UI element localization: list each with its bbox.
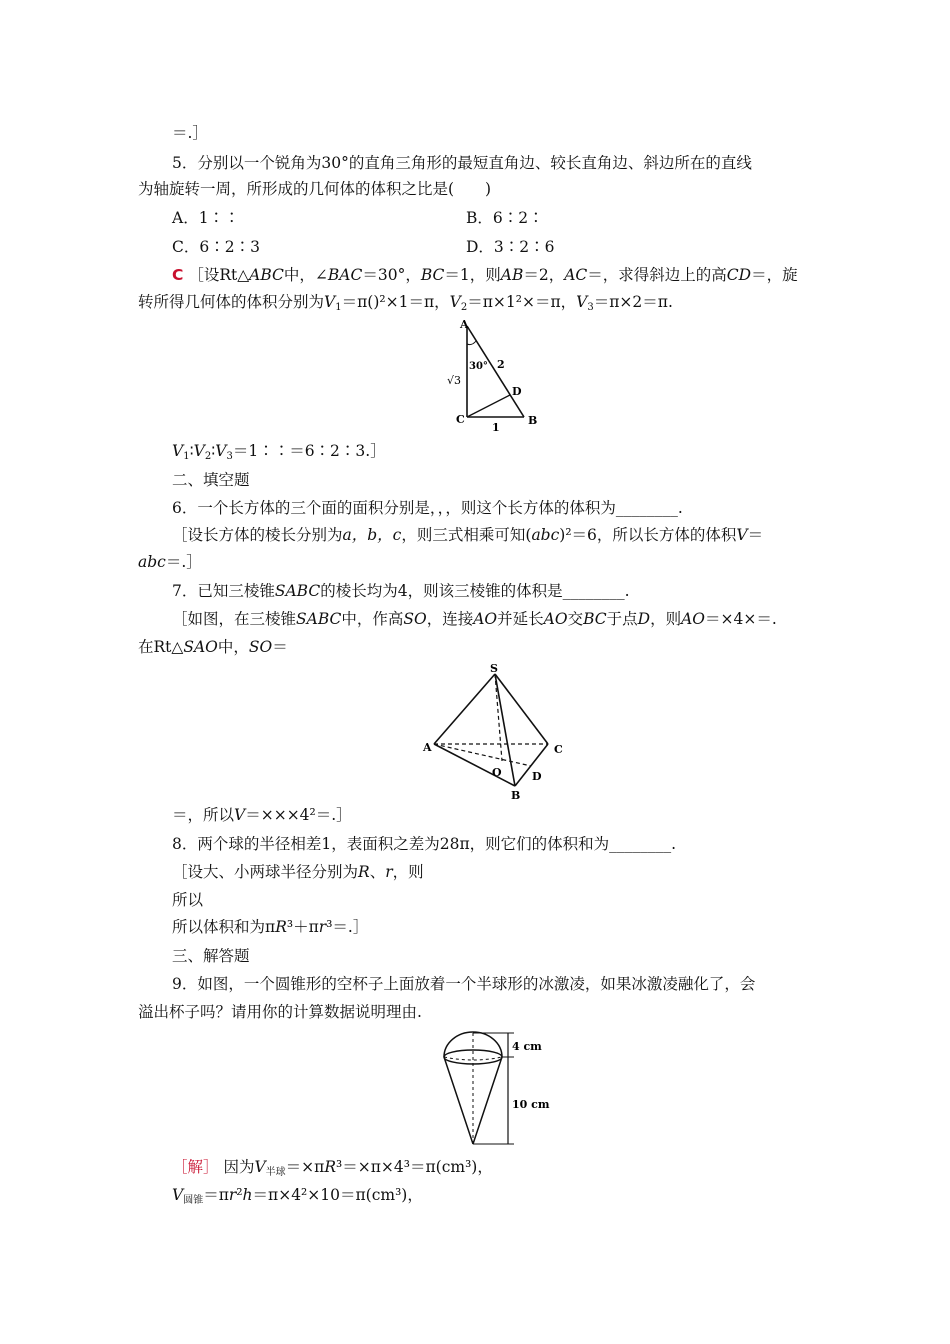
q7-answer-line2 — [138, 636, 288, 658]
text: ³＋π — [286, 918, 319, 936]
q8-answer-line2: 所以 — [172, 891, 204, 909]
label-C: C — [456, 413, 465, 426]
label-B: B — [511, 789, 521, 802]
q7-answer-line1 — [172, 608, 777, 630]
q5-answer-line2 — [138, 291, 673, 319]
text: 半球 — [265, 1167, 286, 1178]
label-hyp: 2 — [497, 358, 505, 371]
text: D — [637, 610, 651, 628]
text: R — [324, 1158, 337, 1176]
q5-stem-line2: 为轴旋转一周，所形成的几何体的体积之比是( ) — [138, 180, 492, 198]
text: abc — [138, 553, 166, 571]
label-C: C — [554, 743, 563, 756]
text: ＝π×2＝π. — [593, 293, 673, 311]
text: 2 — [204, 451, 212, 462]
text: 于点 — [606, 610, 638, 628]
text: ＝，旋 — [751, 266, 798, 284]
text: ＝×××4²＝.］ — [245, 806, 352, 824]
q9-stem-line2: 溢出杯子吗？请用你的计算数据说明理由. — [138, 1003, 422, 1021]
q9-stem-line1: 9．如图，一个圆锥形的空杯子上面放着一个半球形的冰激凌，如果冰激凌融化了，会 — [172, 975, 756, 993]
cone-icecream-figure — [430, 1030, 570, 1150]
text: V — [193, 442, 205, 460]
text: ＝π×4²×10＝π(cm³)， — [252, 1186, 423, 1204]
text: SAO — [183, 638, 218, 656]
q8-answer-line3 — [172, 916, 368, 938]
text: 圆锥 — [183, 1195, 204, 1206]
text: BC — [583, 610, 607, 628]
solution-line1 — [172, 1156, 493, 1184]
text: BAC — [327, 266, 363, 284]
text: ＝ — [272, 638, 288, 656]
text: ＝，求得斜边上的高 — [587, 266, 727, 284]
text: ＝30°， — [362, 266, 421, 284]
text: ＝π()²×1＝π， — [341, 293, 450, 311]
text: ，则三式相乘可知( — [401, 526, 532, 544]
text: ，则 — [650, 610, 682, 628]
q5-option-c: C．6∶2∶3 — [172, 238, 260, 256]
text: 在Rt△ — [138, 638, 184, 656]
text: ＝1∶∶＝6∶2∶3.］ — [232, 442, 386, 460]
text: V — [576, 293, 588, 311]
text: ＝.］ — [165, 553, 202, 571]
text: 所以体积和为π — [172, 918, 276, 936]
text: AO — [543, 610, 568, 628]
q8-stem: 8．两个球的半径相差1，表面积之差为28π，则它们的体积和为________. — [172, 835, 677, 853]
text: ABC — [249, 266, 284, 284]
q6-answer-line2 — [138, 551, 202, 573]
text: 2 — [460, 302, 468, 313]
text: BC — [420, 266, 445, 284]
section-solve-heading: 三、解答题 — [172, 947, 250, 965]
label-base: 1 — [492, 421, 500, 434]
text: ³＝×π×4³＝π(cm³)， — [336, 1158, 493, 1176]
text: ［如图，在三棱锥 — [172, 610, 297, 628]
label-B: B — [528, 414, 538, 427]
q5-stem-line1: 5．分别以一个锐角为30°的直角三角形的最短直角边、较长直角边、斜边所在的直线 — [172, 154, 752, 172]
q6-stem: 6．一个长方体的三个面的面积分别是，，，则这个长方体的体积为________. — [172, 499, 683, 517]
label-O: O — [492, 766, 502, 779]
text: AB — [500, 266, 524, 284]
text: 3 — [587, 302, 594, 313]
tetrahedron-figure — [420, 660, 580, 802]
text: SO — [403, 610, 427, 628]
text: r — [228, 1186, 237, 1204]
label-A: A — [460, 318, 469, 331]
text: ³＝.］ — [326, 918, 369, 936]
text: 中，作高 — [341, 610, 404, 628]
label-D: D — [532, 770, 542, 783]
text: 交 — [567, 610, 584, 628]
text: ，连接 — [426, 610, 474, 628]
label-leg: √3 — [447, 374, 462, 387]
text: ＝1，则 — [444, 266, 501, 284]
text: ＝×4×＝. — [705, 610, 777, 628]
label-cone-height: 10 cm — [512, 1098, 550, 1111]
label-top-height: 4 cm — [512, 1040, 542, 1053]
text: r — [385, 863, 393, 881]
text: AC — [564, 266, 588, 284]
text: V — [736, 526, 748, 544]
text: )²＝6，所以长方体的体积 — [559, 526, 737, 544]
text: 因为 — [223, 1158, 255, 1176]
text: V — [324, 293, 336, 311]
text: abc — [531, 526, 560, 544]
text: V — [449, 293, 461, 311]
text: 转所得几何体的体积分别为 — [138, 293, 325, 311]
q5-answer-line1 — [172, 264, 798, 286]
solution-line2 — [172, 1184, 423, 1212]
text: a，b，c — [342, 526, 402, 544]
text: 7．已知三棱锥 — [172, 582, 275, 600]
text: ＝ — [747, 526, 764, 544]
text: ＝π — [203, 1186, 229, 1204]
prev-answer-tail: ＝.］ — [172, 124, 208, 142]
text: AO — [681, 610, 705, 628]
text: 3 — [226, 451, 233, 462]
text: ［设长方体的棱长分别为 — [172, 526, 343, 544]
text: 的棱长均为4，则该三棱锥的体积是________. — [320, 582, 630, 600]
q5-option-b: B．6∶2∶ — [466, 209, 544, 227]
text: 1 — [183, 451, 190, 462]
answer-letter: C — [172, 266, 184, 284]
q8-answer-line1 — [172, 861, 424, 883]
text: ［设Rt△ — [188, 266, 250, 284]
text: ＝×π — [285, 1158, 325, 1176]
label-angle: 30° — [469, 361, 488, 372]
q5-option-d: D．3∶2∶6 — [466, 238, 555, 256]
q6-answer-line1 — [172, 524, 763, 546]
right-triangle-figure — [440, 316, 560, 434]
label-A: A — [423, 741, 432, 754]
text: R — [358, 863, 370, 881]
q7-answer-line3 — [172, 804, 352, 826]
text: AO — [473, 610, 498, 628]
text: R — [275, 918, 287, 936]
text: ＝，所以 — [172, 806, 235, 824]
label-D: D — [512, 385, 522, 398]
text: h — [242, 1186, 253, 1204]
q7-stem — [172, 580, 630, 602]
text: SABC — [296, 610, 342, 628]
text: ＝2， — [523, 266, 565, 284]
text: CD — [726, 266, 752, 284]
section-fill-in-heading: 二、填空题 — [172, 471, 250, 489]
text: SABC — [274, 582, 321, 600]
text: 并延长 — [497, 610, 544, 628]
text: ² — [236, 1186, 243, 1204]
text: r — [318, 918, 327, 936]
text: 中，∠ — [283, 266, 328, 284]
text: ［设大、小两球半径分别为 — [172, 863, 359, 881]
text: 中， — [217, 638, 249, 656]
text: V — [172, 1186, 184, 1204]
text: ＝π×1²×＝π， — [467, 293, 577, 311]
text: V — [215, 442, 227, 460]
text: V — [172, 442, 184, 460]
text: SO — [248, 638, 273, 656]
volume-ratio-line: $V_1∶V_2∶V_3=1∶∶=6∶2∶3.]$ — [172, 442, 386, 462]
q5-option-a: A．1∶∶ — [172, 209, 240, 227]
label-S: S — [490, 662, 498, 675]
text: 1 — [335, 302, 342, 313]
text: V — [234, 806, 246, 824]
text: V — [254, 1158, 266, 1176]
text: 、 — [369, 863, 386, 881]
solution-tag: ［解］ — [172, 1158, 219, 1176]
text: ，则 — [392, 863, 424, 881]
